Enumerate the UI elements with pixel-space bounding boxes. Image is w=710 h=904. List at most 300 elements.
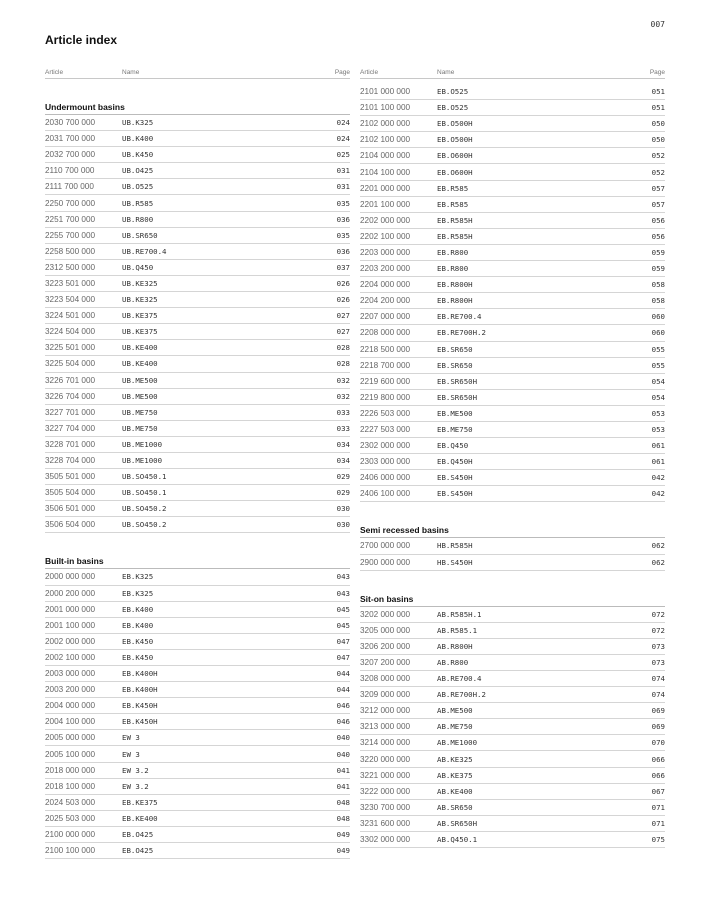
article-name: EB.K450H (122, 717, 158, 727)
article-number: 2202 000 000 (360, 215, 411, 225)
section-heading: Semi recessed basins (360, 523, 665, 538)
article-number: 3208 000 000 (360, 674, 411, 684)
article-name: EB.RE700.4 (437, 312, 482, 322)
header-spacer (45, 79, 350, 100)
page-ref: 047 (336, 652, 350, 662)
article-number: 2004 100 000 (45, 717, 96, 727)
page-ref: 061 (651, 457, 665, 467)
article-number: 2204 000 000 (360, 280, 411, 290)
index-row (45, 517, 350, 533)
article-number: 2004 000 000 (45, 701, 96, 711)
index-row (45, 131, 350, 147)
article-number: 3227 701 000 (45, 407, 96, 417)
page-ref: 067 (651, 786, 665, 796)
page-ref: 035 (336, 198, 350, 208)
article-number: 2102 100 000 (360, 135, 411, 145)
article-number: 3506 501 000 (45, 504, 96, 514)
page-ref: 034 (336, 439, 350, 449)
page-ref: 036 (336, 214, 350, 224)
article-name: UB.ME500 (122, 375, 158, 385)
article-number: 2406 100 000 (360, 489, 411, 499)
section-heading: Undermount basins (45, 100, 350, 115)
column-body (360, 84, 665, 848)
column-body (45, 100, 350, 859)
section-spacer (45, 533, 350, 554)
page-ref: 030 (336, 504, 350, 514)
article-number: 2001 000 000 (45, 604, 96, 614)
index-row (360, 422, 665, 438)
article-name: EB.K450 (122, 652, 154, 662)
article-number: 3213 000 000 (360, 722, 411, 732)
page-title: Article index (45, 33, 118, 47)
article-name: AB.R585.1 (437, 625, 478, 635)
article-name: EB.O525 (437, 87, 469, 97)
header-article: Article (45, 69, 64, 76)
article-name: HB.S450H (437, 557, 473, 567)
index-row (360, 245, 665, 261)
article-name: EB.K400H (122, 685, 158, 695)
page-ref: 026 (336, 295, 350, 305)
header-article: Article (360, 69, 379, 76)
page-ref: 024 (336, 118, 350, 128)
page-ref: 050 (651, 135, 665, 145)
article-number: 2312 500 000 (45, 262, 96, 272)
header-page: Page (334, 69, 350, 76)
article-name: AB.ME500 (437, 706, 473, 716)
page-ref: 071 (651, 818, 665, 828)
index-row (360, 751, 665, 767)
article-name: EB.SR650H (437, 376, 478, 386)
index-row (45, 469, 350, 485)
article-number: 2000 000 000 (45, 572, 96, 582)
article-name: UB.KE375 (122, 327, 158, 337)
page-ref: 055 (651, 360, 665, 370)
index-row (45, 195, 350, 211)
index-row (360, 454, 665, 470)
article-name: EB.O500H (437, 135, 473, 145)
page-ref: 050 (651, 119, 665, 129)
article-name: AB.SR650 (437, 802, 473, 812)
article-name: EB.R800H (437, 296, 473, 306)
article-number: 3220 000 000 (360, 754, 411, 764)
article-number: 2203 000 000 (360, 247, 411, 257)
index-row (360, 358, 665, 374)
article-name: EB.ME750 (437, 425, 473, 435)
article-name: UB.R800 (122, 214, 154, 224)
article-name: UB.K325 (122, 118, 154, 128)
page-ref: 056 (651, 215, 665, 225)
article-number: 2101 000 000 (360, 87, 411, 97)
article-name: UB.O525 (122, 182, 154, 192)
page-ref: 042 (651, 473, 665, 483)
article-number: 2101 100 000 (360, 103, 411, 113)
article-name: EB.O600H (437, 167, 473, 177)
index-row (45, 827, 350, 843)
article-name: AB.KE400 (437, 786, 473, 796)
article-name: UB.K450 (122, 150, 154, 160)
index-row (45, 212, 350, 228)
article-name: AB.KE375 (437, 770, 473, 780)
article-number: 3225 504 000 (45, 359, 96, 369)
article-name: EB.SR650 (437, 360, 473, 370)
page-ref: 058 (651, 296, 665, 306)
index-row (45, 795, 350, 811)
article-number: 3227 704 000 (45, 423, 96, 433)
index-row (45, 501, 350, 517)
page-ref: 040 (336, 749, 350, 759)
page-ref: 035 (336, 230, 350, 240)
article-number: 3225 501 000 (45, 343, 96, 353)
page-ref: 026 (336, 278, 350, 288)
article-number: 2104 000 000 (360, 151, 411, 161)
page-ref: 057 (651, 199, 665, 209)
article-name: UB.KE400 (122, 359, 158, 369)
article-name: UB.ME750 (122, 407, 158, 417)
index-row (360, 293, 665, 309)
article-name: EB.KE375 (122, 797, 158, 807)
index-row (45, 308, 350, 324)
index-column-right (360, 67, 665, 848)
column-header (360, 67, 665, 79)
index-row (45, 763, 350, 779)
section-heading: Sit-on basins (360, 592, 665, 607)
article-number: 2001 100 000 (45, 620, 96, 630)
article-name: EW 3.2 (122, 765, 149, 775)
page-ref: 044 (336, 685, 350, 695)
index-row (45, 746, 350, 762)
index-row (45, 147, 350, 163)
article-name: UB.KE325 (122, 295, 158, 305)
page-ref: 057 (651, 183, 665, 193)
index-row (45, 340, 350, 356)
index-row (45, 115, 350, 131)
page-number: 007 (650, 20, 665, 29)
index-row (45, 276, 350, 292)
article-name: UB.KE400 (122, 343, 158, 353)
index-row (360, 486, 665, 502)
article-number: 3224 501 000 (45, 311, 96, 321)
index-row (45, 421, 350, 437)
page-ref: 052 (651, 167, 665, 177)
article-number: 2226 503 000 (360, 408, 411, 418)
index-row (360, 229, 665, 245)
index-row (360, 277, 665, 293)
page-ref: 033 (336, 423, 350, 433)
page-ref: 048 (336, 813, 350, 823)
index-row (360, 84, 665, 100)
article-name: EB.RE700H.2 (437, 328, 486, 338)
page-ref: 049 (336, 846, 350, 856)
index-row (45, 602, 350, 618)
index-row (45, 714, 350, 730)
article-name: HB.R585H (437, 541, 473, 551)
page-ref: 052 (651, 151, 665, 161)
page-ref: 062 (651, 541, 665, 551)
index-row (360, 784, 665, 800)
article-name: UB.ME1000 (122, 439, 163, 449)
index-column-left (45, 67, 350, 859)
article-number: 2207 000 000 (360, 312, 411, 322)
article-number: 2219 800 000 (360, 392, 411, 402)
index-row (45, 389, 350, 405)
page-ref: 072 (651, 625, 665, 635)
article-name: EB.O425 (122, 829, 154, 839)
article-name: UB.ME750 (122, 423, 158, 433)
index-row (45, 698, 350, 714)
page-ref: 030 (336, 520, 350, 530)
index-row (360, 261, 665, 277)
page-ref: 054 (651, 392, 665, 402)
section-spacer (360, 502, 665, 523)
article-number: 2100 000 000 (45, 829, 96, 839)
index-row (360, 325, 665, 341)
article-number: 2003 000 000 (45, 669, 96, 679)
page-ref: 028 (336, 359, 350, 369)
article-number: 2201 100 000 (360, 199, 411, 209)
index-row (45, 179, 350, 195)
article-number: 2000 200 000 (45, 588, 96, 598)
page-ref: 055 (651, 344, 665, 354)
article-number: 2900 000 000 (360, 557, 411, 567)
page-ref: 066 (651, 754, 665, 764)
article-name: EB.ME500 (437, 408, 473, 418)
article-name: AB.RE700.4 (437, 674, 482, 684)
article-name: EB.O425 (122, 846, 154, 856)
article-number: 2218 500 000 (360, 344, 411, 354)
header-name: Name (122, 69, 140, 76)
article-name: UB.SR650 (122, 230, 158, 240)
index-row (360, 623, 665, 639)
article-number: 3505 501 000 (45, 472, 96, 482)
article-number: 2032 700 000 (45, 150, 96, 160)
index-row (360, 100, 665, 116)
index-row (45, 244, 350, 260)
article-number: 2111 700 000 (45, 182, 94, 192)
article-name: UB.ME500 (122, 391, 158, 401)
article-number: 2219 600 000 (360, 376, 411, 386)
article-number: 2250 700 000 (45, 198, 96, 208)
page-ref: 027 (336, 327, 350, 337)
article-number: 2100 100 000 (45, 846, 96, 856)
page-ref: 053 (651, 408, 665, 418)
article-name: AB.R800 (437, 657, 469, 667)
article-name: EB.O600H (437, 151, 473, 161)
index-row (45, 666, 350, 682)
index-row (360, 374, 665, 390)
page-ref: 044 (336, 669, 350, 679)
index-row (45, 163, 350, 179)
article-name: EW 3.2 (122, 781, 149, 791)
article-number: 2031 700 000 (45, 134, 96, 144)
index-row (360, 832, 665, 848)
article-number: 3221 000 000 (360, 770, 411, 780)
index-row (360, 148, 665, 164)
page-ref: 069 (651, 722, 665, 732)
page-ref: 074 (651, 690, 665, 700)
article-number: 3231 600 000 (360, 818, 411, 828)
article-number: 3207 200 000 (360, 657, 411, 667)
article-name: UB.KE325 (122, 278, 158, 288)
article-number: 3202 000 000 (360, 609, 411, 619)
article-number: 2258 500 000 (45, 246, 96, 256)
index-row (360, 703, 665, 719)
article-number: 2255 700 000 (45, 230, 96, 240)
page-ref: 066 (651, 770, 665, 780)
article-name: UB.SO450.1 (122, 488, 167, 498)
page-ref: 073 (651, 657, 665, 667)
index-row (360, 768, 665, 784)
page-ref: 032 (336, 391, 350, 401)
article-name: EB.R800H (437, 280, 473, 290)
index-row (360, 800, 665, 816)
index-row (45, 618, 350, 634)
article-name: AB.ME1000 (437, 738, 478, 748)
article-number: 3209 000 000 (360, 690, 411, 700)
index-row (45, 843, 350, 859)
article-name: EB.K400 (122, 604, 154, 614)
index-row (45, 373, 350, 389)
article-name: UB.SO450.1 (122, 472, 167, 482)
article-number: 2003 200 000 (45, 685, 96, 695)
page-ref: 070 (651, 738, 665, 748)
page-ref: 048 (336, 797, 350, 807)
page-ref: 031 (336, 182, 350, 192)
article-name: EB.O500H (437, 119, 473, 129)
article-number: 2251 700 000 (45, 214, 96, 224)
article-number: 2005 000 000 (45, 733, 96, 743)
page-ref: 047 (336, 636, 350, 646)
page-ref: 060 (651, 312, 665, 322)
article-number: 3226 701 000 (45, 375, 96, 385)
page-ref: 071 (651, 802, 665, 812)
page-ref: 046 (336, 701, 350, 711)
article-number: 2227 503 000 (360, 425, 411, 435)
article-name: EB.O525 (437, 103, 469, 113)
index-row (360, 213, 665, 229)
article-number: 3226 704 000 (45, 391, 96, 401)
index-row (45, 779, 350, 795)
page-ref: 051 (651, 103, 665, 113)
index-row (45, 437, 350, 453)
index-row (45, 811, 350, 827)
index-row (360, 671, 665, 687)
index-row (45, 634, 350, 650)
article-name: AB.RE700H.2 (437, 690, 486, 700)
article-number: 2030 700 000 (45, 118, 96, 128)
article-number: 3230 700 000 (360, 802, 411, 812)
index-row (360, 438, 665, 454)
page-ref: 040 (336, 733, 350, 743)
page-ref: 046 (336, 717, 350, 727)
index-row (45, 485, 350, 501)
index-row (45, 260, 350, 276)
section-heading: Built-in basins (45, 554, 350, 569)
article-name: EB.R585H (437, 215, 473, 225)
article-name: EB.SR650H (437, 392, 478, 402)
article-name: EB.KE400 (122, 813, 158, 823)
article-name: AB.R800H (437, 641, 473, 651)
article-number: 2002 000 000 (45, 636, 96, 646)
index-row (360, 132, 665, 148)
article-number: 3302 000 000 (360, 834, 411, 844)
article-number: 2202 100 000 (360, 231, 411, 241)
index-row (360, 390, 665, 406)
index-row (45, 453, 350, 469)
page-ref: 029 (336, 472, 350, 482)
page-ref: 029 (336, 488, 350, 498)
page-ref: 062 (651, 557, 665, 567)
page-ref: 025 (336, 150, 350, 160)
article-name: AB.SR650H (437, 818, 478, 828)
index-row (360, 719, 665, 735)
index-row (45, 682, 350, 698)
index-row (360, 470, 665, 486)
article-number: 3214 000 000 (360, 738, 411, 748)
article-number: 2102 000 000 (360, 119, 411, 129)
article-number: 3228 701 000 (45, 439, 96, 449)
index-row (360, 181, 665, 197)
article-name: EB.Q450 (437, 441, 469, 451)
page-ref: 041 (336, 781, 350, 791)
article-name: EB.S450H (437, 473, 473, 483)
index-row (360, 406, 665, 422)
article-name: EB.R585 (437, 183, 469, 193)
article-name: AB.ME750 (437, 722, 473, 732)
article-name: UB.RE700.4 (122, 246, 167, 256)
article-number: 2005 100 000 (45, 749, 96, 759)
article-name: EB.K400H (122, 669, 158, 679)
article-number: 2104 100 000 (360, 167, 411, 177)
article-name: UB.Q450 (122, 262, 154, 272)
article-number: 3223 504 000 (45, 295, 96, 305)
page-ref: 069 (651, 706, 665, 716)
index-row (45, 324, 350, 340)
article-number: 2002 100 000 (45, 652, 96, 662)
header-page: Page (649, 69, 665, 76)
index-row (45, 405, 350, 421)
page-ref: 059 (651, 247, 665, 257)
page-ref: 027 (336, 311, 350, 321)
section-spacer (360, 571, 665, 592)
article-name: AB.Q450.1 (437, 834, 478, 844)
index-row (360, 735, 665, 751)
index-row (360, 116, 665, 132)
index-row (360, 555, 665, 571)
article-name: EB.SR650 (437, 344, 473, 354)
article-number: 2204 200 000 (360, 296, 411, 306)
index-row (360, 607, 665, 623)
article-name: EW 3 (122, 749, 140, 759)
page-ref: 056 (651, 231, 665, 241)
page-ref: 043 (336, 588, 350, 598)
page-ref: 024 (336, 134, 350, 144)
article-name: UB.O425 (122, 166, 154, 176)
index-row (360, 309, 665, 325)
index-row (45, 292, 350, 308)
page-ref: 042 (651, 489, 665, 499)
column-header (45, 67, 350, 79)
page-ref: 045 (336, 620, 350, 630)
index-row (360, 639, 665, 655)
page-ref: 043 (336, 572, 350, 582)
article-name: UB.K400 (122, 134, 154, 144)
index-row (360, 655, 665, 671)
page-ref: 032 (336, 375, 350, 385)
article-number: 3212 000 000 (360, 706, 411, 716)
article-number: 2025 503 000 (45, 813, 96, 823)
page-ref: 059 (651, 264, 665, 274)
article-name: EB.R800 (437, 247, 469, 257)
